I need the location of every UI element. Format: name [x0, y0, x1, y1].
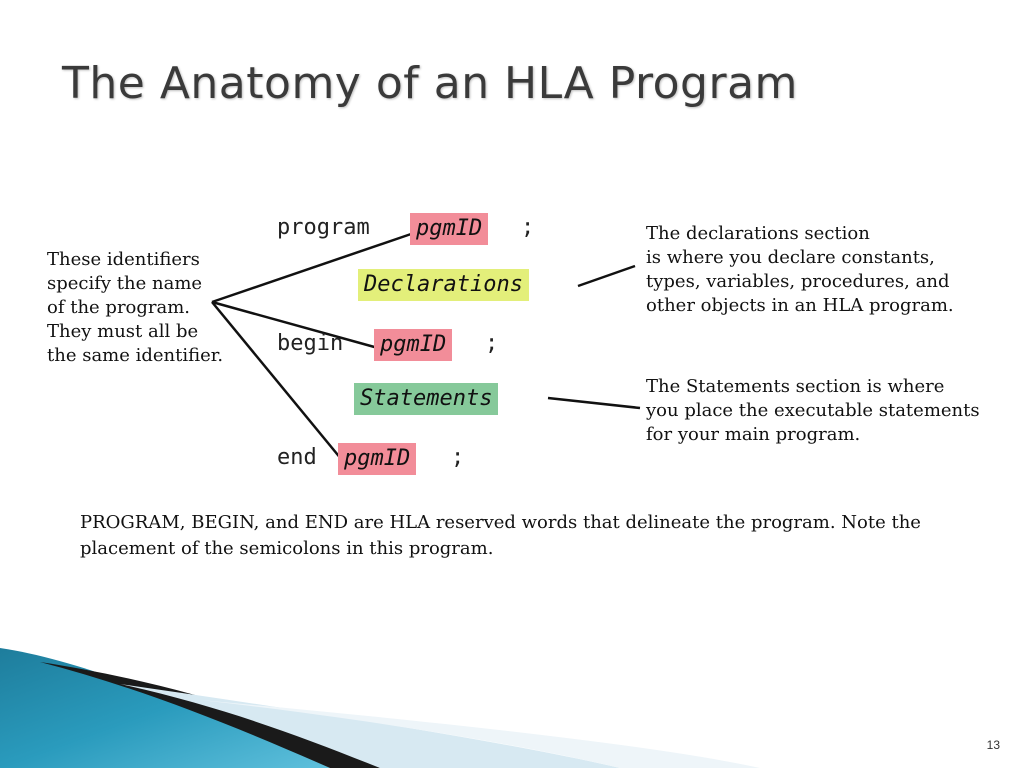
- statements-box: Statements: [354, 383, 498, 415]
- statements-note: [646, 375, 980, 447]
- connector-declarations: [578, 266, 635, 286]
- semicolon-begin: ;: [485, 331, 499, 356]
- end-id-box: pgmID: [338, 443, 416, 475]
- semicolon-end: ;: [451, 445, 465, 470]
- identifier-note: [47, 248, 223, 368]
- footnote: PROGRAM, BEGIN, and END are HLA reserved words that delineate the program. Note the placement of the semicolons in this program.: [80, 512, 921, 559]
- declarations-note-line: is where you declare constants,: [646, 247, 935, 268]
- slide-title: The Anatomy of an HLA Program: [62, 58, 798, 109]
- bottom-swoosh-decoration: [0, 640, 1024, 768]
- declarations-note-line: types, variables, procedures, and: [646, 271, 950, 292]
- begin-id-box: pgmID: [374, 329, 452, 361]
- identifier-note-line: These identifiers: [47, 249, 200, 270]
- connector-statements: [548, 398, 640, 408]
- semicolon-program: ;: [521, 215, 535, 240]
- identifier-note-line: of the program.: [47, 297, 191, 318]
- program-id-box: pgmID: [410, 213, 488, 245]
- statements-note-line: for your main program.: [646, 424, 861, 445]
- statements-note-line: you place the executable statements: [646, 400, 980, 421]
- keyword-program: program: [277, 215, 370, 240]
- keyword-end: end: [277, 445, 317, 470]
- page-number: 13: [986, 738, 1000, 752]
- identifier-note-line: the same identifier.: [47, 345, 224, 366]
- keyword-begin: begin: [277, 331, 344, 356]
- declarations-note-line: The declarations section: [646, 223, 870, 244]
- identifier-note-line: specify the name: [47, 273, 203, 294]
- declarations-box: Declarations: [358, 269, 529, 301]
- declarations-note: [646, 222, 954, 318]
- connector-end-id: [212, 302, 342, 460]
- identifier-note-line: They must all be: [47, 321, 199, 342]
- statements-note-line: The Statements section is where: [646, 376, 945, 397]
- declarations-note-line: other objects in an HLA program.: [646, 295, 954, 316]
